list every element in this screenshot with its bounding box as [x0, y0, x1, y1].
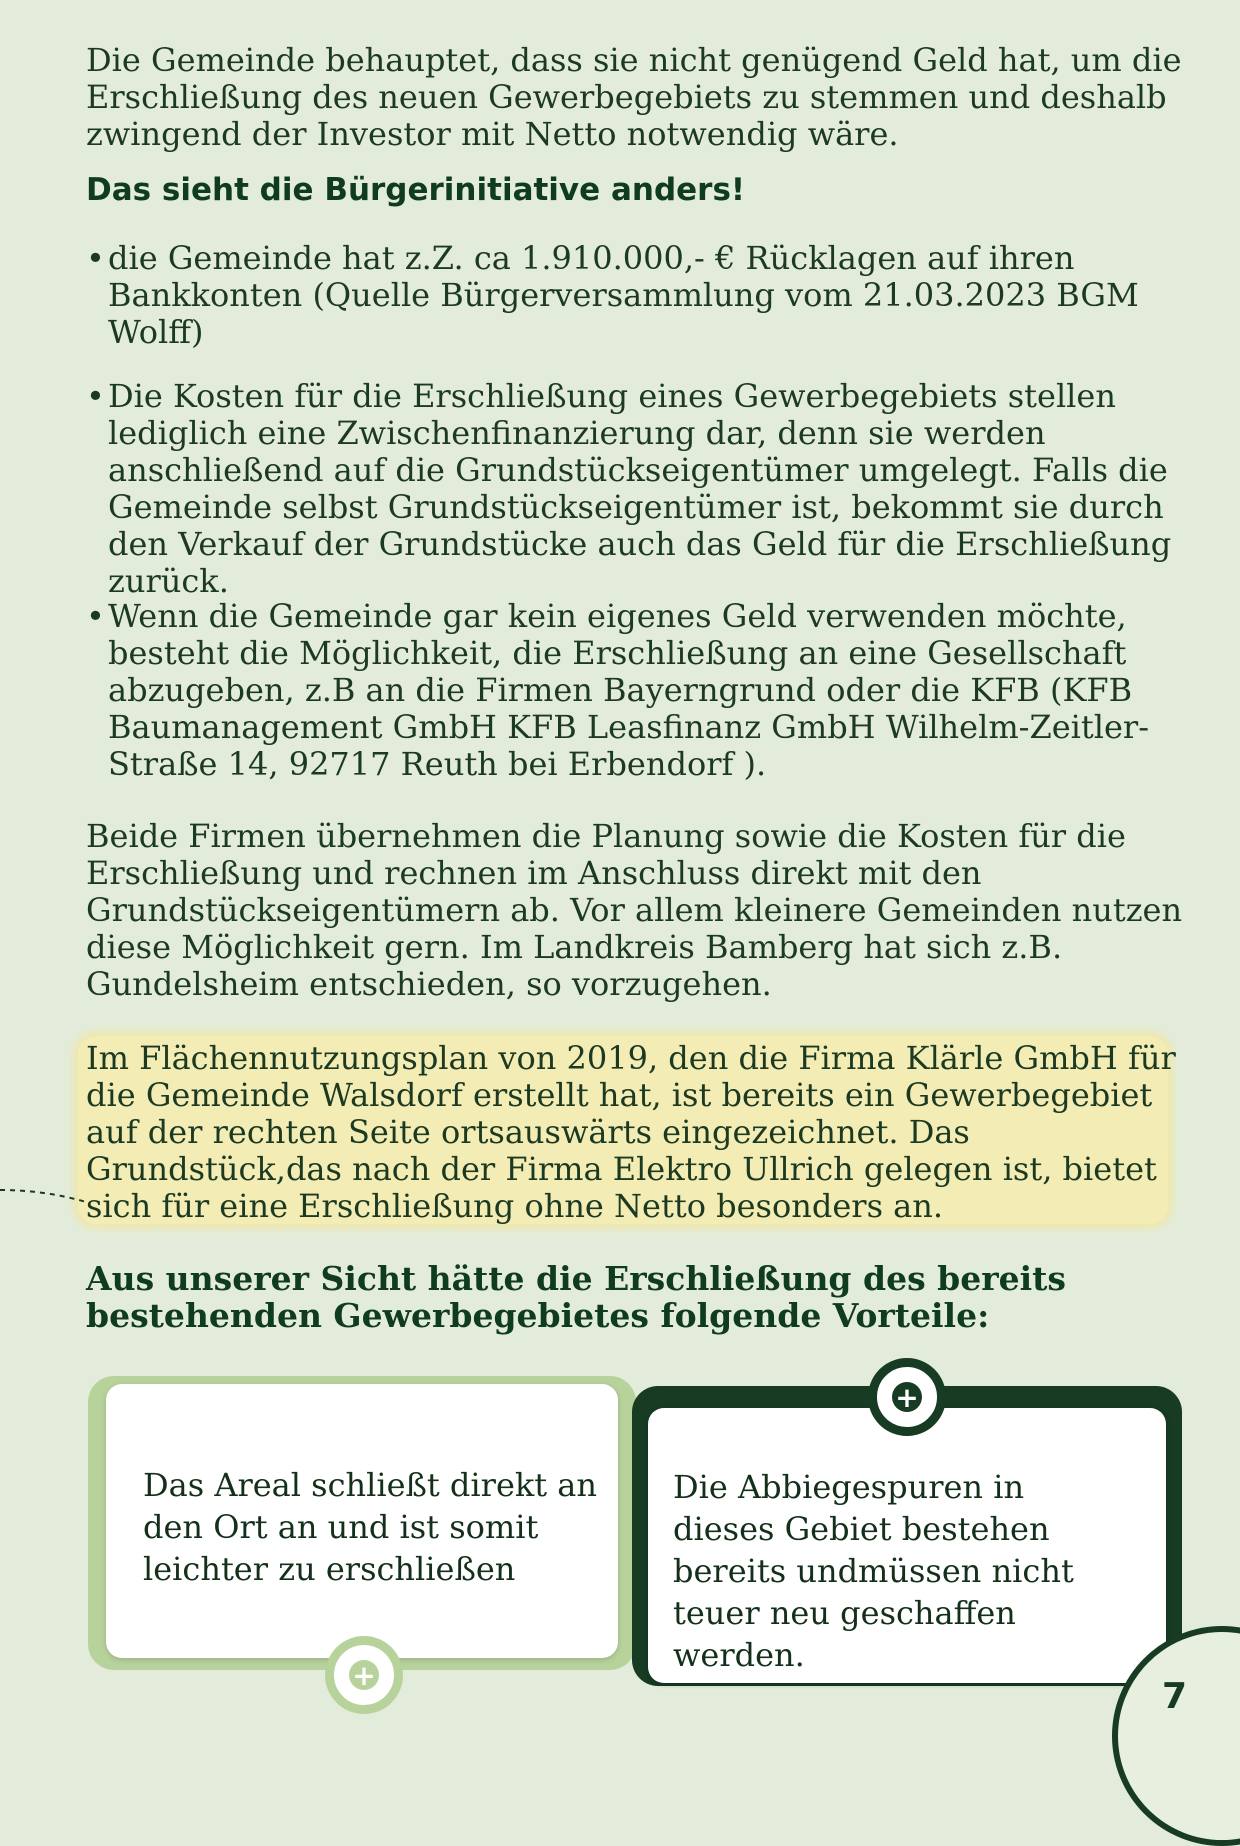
highlighted-paragraph: Im Flächennutzungsplan von 2019, den die Firma Klärle GmbH für die Gemeinde Walsdorf erstellt hat, ist bereits ein Gewerbegebiet auf der rechten Seite ortsauswärts eingezeichnet. Das Grundstück,das nach der Firma Elektro Ullrich gelegen ist, bietet sich für eine Erschließung ohne Netto besonders an.: [86, 1039, 1176, 1225]
bullet-text: Wenn die Gemeinde gar kein eigenes Geld verwenden möchte, besteht die Möglichkeit, die Erschließung an eine Gesellschaft abzugeben, z.B an die Firmen Bayerngrund oder die KFB (KFB Baumanagement GmbH KFB Leasfinanz GmbH Wilhelm-Zeitler-Straße 14, 92717 Reuth bei Erbendorf ).: [108, 597, 1150, 783]
bullet-item: [86, 239, 1196, 351]
plus-glyph: +: [892, 1382, 922, 1412]
page-number: 7: [1162, 1676, 1188, 1717]
dashed-connector: [0, 1180, 90, 1210]
bullet-dot: •: [86, 377, 105, 415]
bullet-dot: •: [86, 239, 105, 277]
bullet-text: die Gemeinde hat z.Z. ca 1.910.000,- € Rücklagen auf ihren Bankkonten (Quelle Bürgerversammlung vom 21.03.2023 BGM Wolff): [108, 239, 1139, 351]
advantage-text-right: Die Abbiegespuren in dieses Gebiet bestehen bereits undmüssen nicht teuer neu geschaffen werden.: [673, 1468, 1074, 1674]
plus-icon: [868, 1358, 946, 1436]
bullet-text: Die Kosten für die Erschließung eines Gewerbegebiets stellen lediglich eine Zwischenfinanzierung dar, denn sie werden anschließend auf die Grundstückseigentümer umgelegt. Falls die Gemeinde selbst Grundstückseigentümer ist, bekommt sie durch den Verkauf der Grundstücke auch das Geld für die Erschließung zurück.: [108, 377, 1172, 600]
paragraph-firms: Beide Firmen übernehmen die Planung sowie die Kosten für die Erschließung und rechnen im Anschluss direkt mit den Grundstückseigentümern ab. Vor allem kleinere Gemeinden nutzen diese Möglichkeit gern. Im Landkreis Bamberg hat sich z.B. Gundelsheim entschieden, so vorzugehen.: [86, 817, 1183, 1003]
bullet-item: [86, 598, 1196, 788]
intro-paragraph: Die Gemeinde behauptet, dass sie nicht genügend Geld hat, um die Erschließung des neuen Gewerbegebiets zu stemmen und deshalb zwingend der Investor mit Netto notwendig wäre.: [86, 41, 1182, 153]
heading-initiative: Das sieht die Bürgerinitiative anders!: [86, 172, 746, 208]
heading-advantages: Aus unserer Sicht hätte die Erschließung des bereits bestehenden Gewerbegebietes folgende Vorteile:: [86, 1259, 1066, 1335]
bullet-dot: •: [86, 597, 105, 635]
bullet-item: [86, 377, 1196, 600]
advantage-text-left: Das Areal schließt direkt an den Ort an und ist somit leichter zu erschließen: [143, 1466, 597, 1588]
plus-icon: [325, 1636, 403, 1714]
plus-glyph: +: [349, 1660, 379, 1690]
